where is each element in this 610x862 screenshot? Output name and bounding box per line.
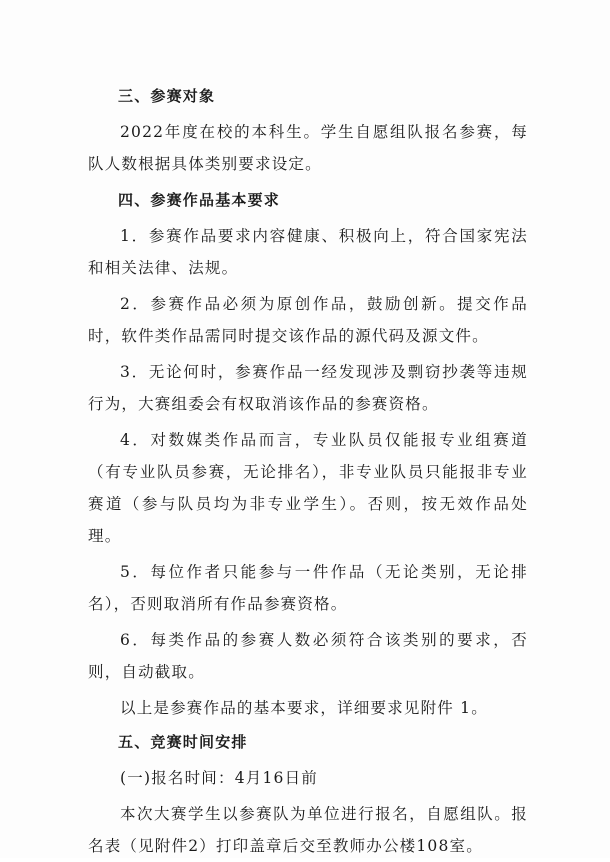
requirement-2: 2．参赛作品必须为原创作品，鼓励创新。提交作品时，软件类作品需同时提交该作品的源代码及源文件。 (88, 295, 528, 345)
requirement-3: 3．无论何时，参赛作品一经发现涉及剽窃抄袭等违规行为，大赛组委会有权取消该作品的参赛资格。 (88, 363, 528, 413)
registration-time: (一)报名时间：4月16日前 (120, 769, 318, 787)
requirement-4: 4．对数媒类作品而言，专业队员仅能报专业组赛道（有专业队员参赛，无论排名），非专业队员只能报非专业赛道（参与队员均为非专业学生）。否则，按无效作品处理。 (88, 431, 528, 545)
section-4-heading: 四、参赛作品基本要求 (118, 191, 281, 209)
requirement-1: 1．参赛作品要求内容健康、积极向上，符合国家宪法和相关法律、法规。 (88, 227, 528, 277)
section-3-heading: 三、参赛对象 (118, 87, 216, 105)
section-5-heading: 五、竞赛时间安排 (118, 733, 248, 751)
requirement-5: 5．每位作者只能参与一件作品（无论类别，无论排名），否则取消所有作品参赛资格。 (88, 563, 528, 613)
requirement-6: 6．每类作品的参赛人数必须符合该类别的要求，否则，自动截取。 (88, 631, 528, 681)
document-body (88, 80, 528, 862)
requirements-summary: 以上是参赛作品的基本要求，详细要求见附件 1。 (120, 699, 488, 717)
registration-text: 本次大赛学生以参赛队为单位进行报名，自愿组队。报名表（见附件2）打印盖章后交至教师办公楼108室。 (88, 805, 528, 855)
section-3-text: 2022年度在校的本科生。学生自愿组队报名参赛，每队人数根据具体类别要求设定。 (88, 123, 528, 173)
